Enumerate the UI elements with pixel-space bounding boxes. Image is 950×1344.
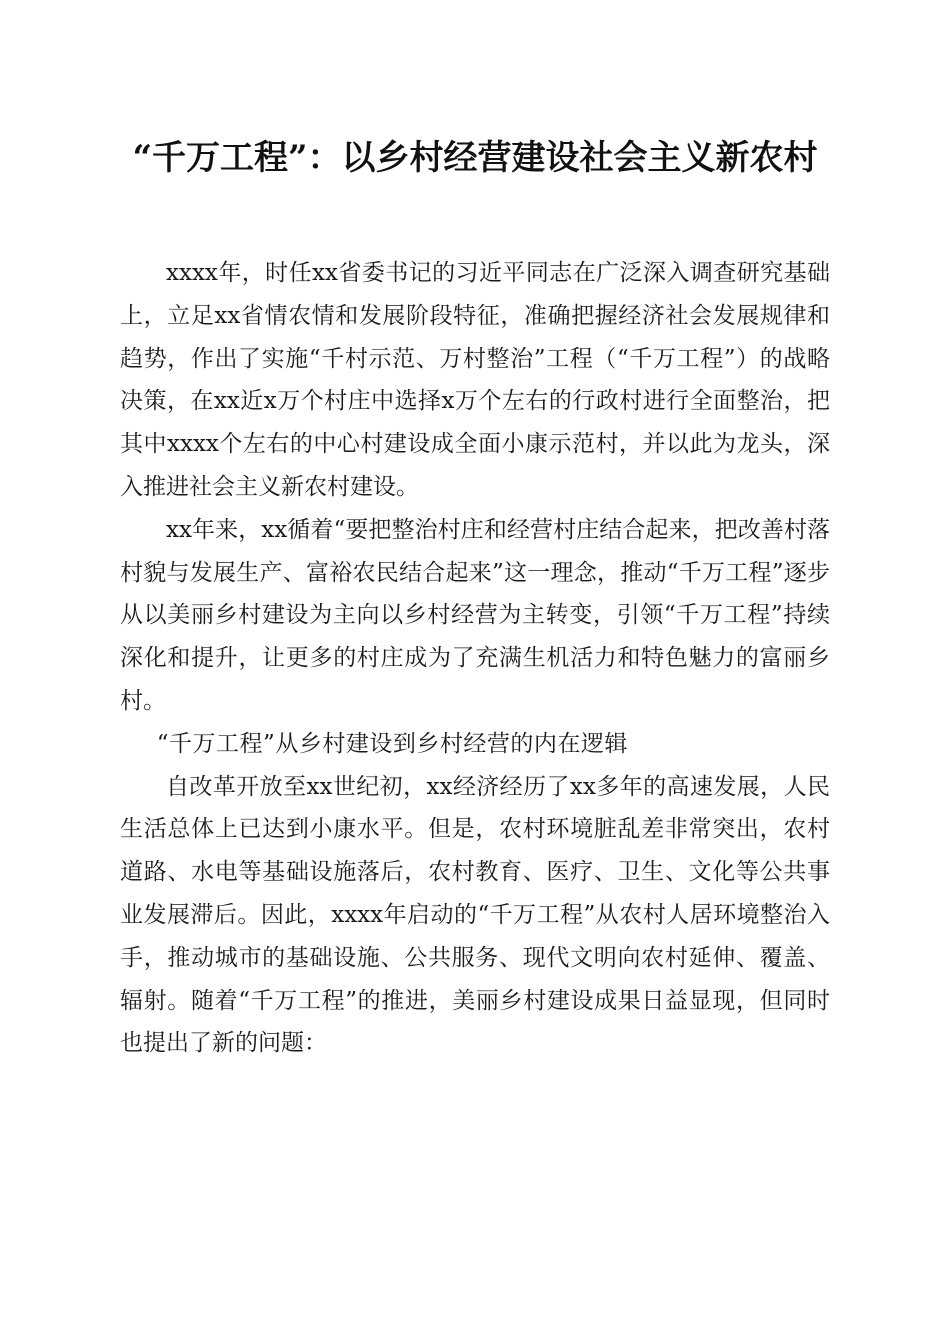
paragraph-3: 自改革开放至xx世纪初，xx经济经历了xx多年的高速发展，人民生活总体上已达到小康水平。但是，农村环境脏乱差非常突出，农村道路、水电等基础设施落后，农村教育、医疗、卫生、文化等公共事业发展滞后。因此，xxxx年启动的“千万工程”从农村人居环境整治入手，推动城市的基础设施、公共服务、现代文明向农村延伸、覆盖、辐射。随着“千万工程”的推进，美丽乡村建设成果日益显现，但同时也提出了新的问题：: [120, 773, 830, 1057]
paragraph-1: xxxx年，时任xx省委书记的习近平同志在广泛深入调查研究基础上，立足xx省情农情和发展阶段特征，准确把握经济社会发展规律和趋势，作出了实施“千村示范、万村整治”工程（“千万工程”）的战略决策，在xx近x万个村庄中选择x万个左右的行政村进行全面整治，把其中xxxx个左右的中心村建设成全面小康示范村，并以此为龙头，深入推进社会主义新农村建设。: [120, 260, 830, 500]
document-title: “千万工程”：以乡村经营建设社会主义新农村: [132, 138, 818, 178]
document-body: [120, 252, 830, 1065]
section-subheading: “千万工程”从乡村建设到乡村经营的内在逻辑: [156, 730, 628, 757]
paragraph-2: xx年来，xx循着“要把整治村庄和经营村庄结合起来，把改善村落村貌与发展生产、富裕农民结合起来”这一理念，推动“千万工程”逐步从以美丽乡村建设为主向以乡村经营为主转变，引领“千万工程”持续深化和提升，让更多的村庄成为了充满生机活力和特色魅力的富丽乡村。: [120, 516, 830, 714]
